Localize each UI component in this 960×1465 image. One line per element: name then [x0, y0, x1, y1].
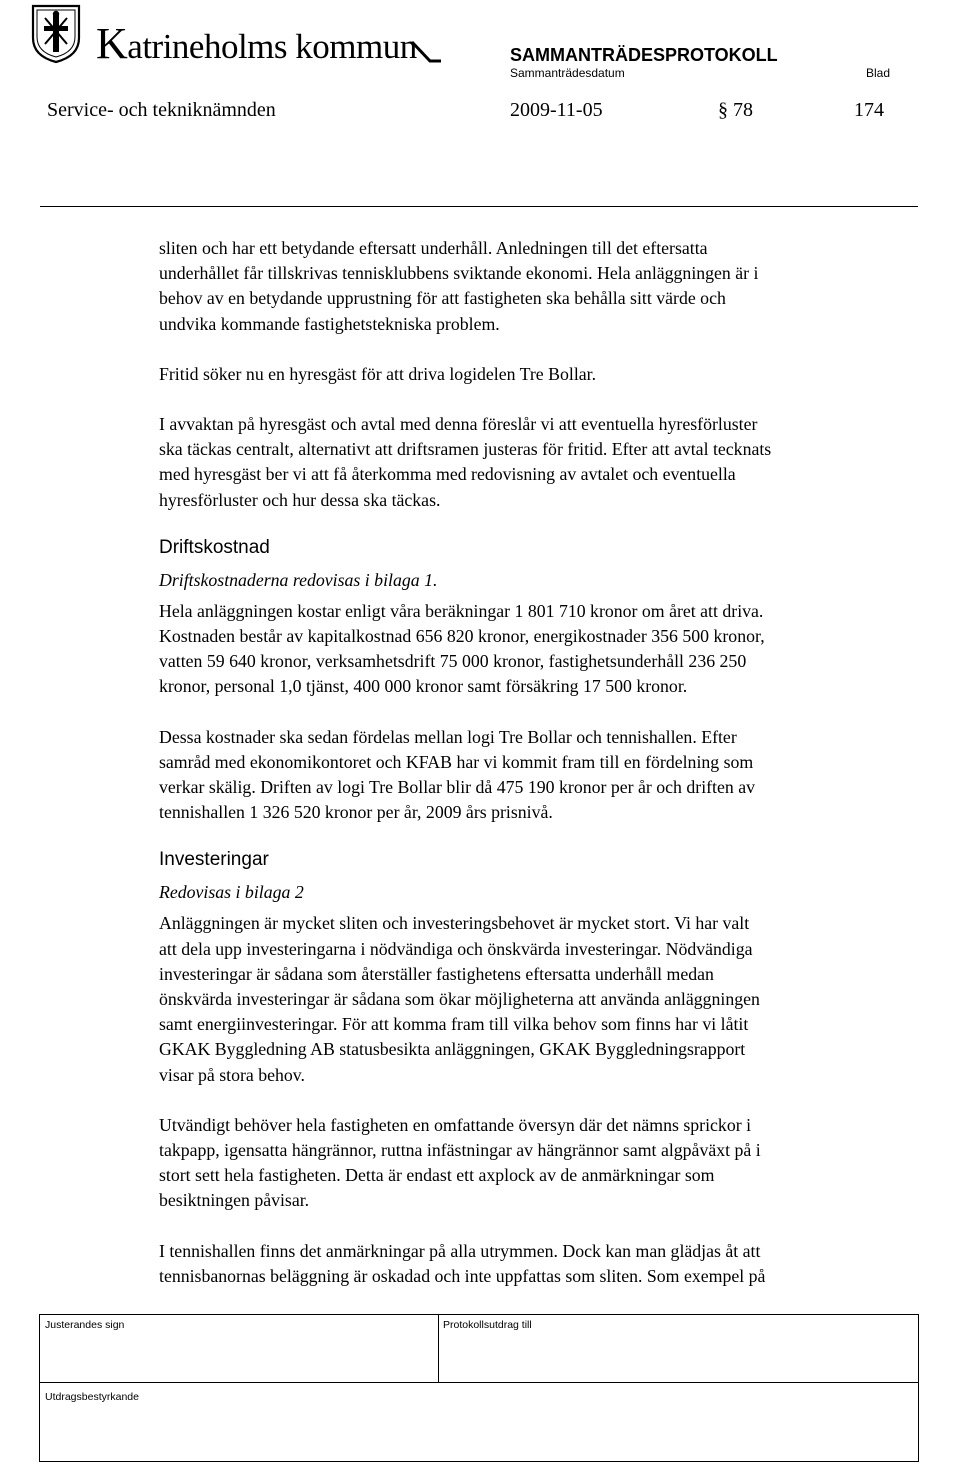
signature-form	[39, 1314, 919, 1462]
text-line: samt energiinvesteringar. För att komma fram till vilka behov som finns har vi låtit	[159, 1014, 749, 1035]
committee-name: Service- och tekniknämnden	[47, 99, 276, 121]
text-line: med hyresgäst ber vi att få återkomma med redovisning av avtalet och eventuella	[159, 464, 736, 485]
text-line: Anläggningen är mycket sliten och investeringsbehovet är mycket stort. Vi har valt	[159, 913, 750, 934]
section-heading: Driftskostnad	[159, 536, 270, 558]
text-line: GKAK Byggledning AB statusbesikta anläggningen, GKAK Byggledningsrapport	[159, 1039, 746, 1060]
text-line: underhållet får tillskrivas tennisklubbens sviktande ekonomi. Hela anläggningen är i	[159, 263, 759, 284]
text-line: visar på stora behov.	[159, 1064, 305, 1085]
text-line: I avvaktan på hyresgäst och avtal med denna föreslår vi att eventuella hyresförluster	[159, 414, 758, 435]
municipality-crest-icon	[30, 2, 82, 64]
section-subheading: Driftskostnaderna redovisas i bilaga 1.	[159, 569, 438, 590]
text-line: hyresförluster och hur dessa ska täckas.	[159, 489, 441, 510]
text-line: investeringar är sådana som återställer fastighetens eftersatta underhåll medan	[159, 963, 714, 984]
paragraph	[159, 362, 919, 387]
text-line: tennisbanornas beläggning är oskadad och inte uppfattas som sliten. Som exempel på	[159, 1265, 766, 1286]
meeting-date-label: Sammanträdesdatum	[510, 66, 625, 80]
meeting-date: 2009-11-05	[510, 99, 603, 121]
text-line: att dela upp investeringarna i nödvändiga och önskvärda investeringar. Nödvändiga	[159, 938, 753, 959]
logo-swoosh-icon	[410, 40, 442, 64]
text-line: Dessa kostnader ska sedan fördelas mellan logi Tre Bollar och tennishallen. Efter	[159, 726, 737, 747]
extract-certification-label: Utdragsbestyrkande	[45, 1391, 139, 1403]
adjuster-signature-label: Justerandes sign	[45, 1319, 125, 1331]
paragraph	[159, 599, 919, 700]
text-line: tennishallen 1 326 520 kronor per år, 2009 års prisnivå.	[159, 802, 553, 823]
header-divider	[40, 206, 918, 207]
paragraph	[159, 725, 919, 826]
text-line: önskvärda investeringar är sådana som ökar möjligheterna att använda anläggningen	[159, 989, 760, 1010]
document-type: SAMMANTRÄDESPROTOKOLL	[510, 45, 778, 65]
form-column-divider	[438, 1314, 439, 1383]
text-line: besiktningen påvisar.	[159, 1190, 310, 1211]
paragraph	[159, 236, 919, 337]
text-line: behov av en betydande upprustning för att fastigheten ska behålla sitt värde och	[159, 288, 726, 309]
section-number: § 78	[718, 99, 753, 121]
section-heading: Investeringar	[159, 849, 269, 871]
municipality-logo-text: Katrineholms kommun	[96, 19, 417, 68]
text-line: I tennishallen finns det anmärkningar på alla utrymmen. Dock kan man glädjas åt att	[159, 1240, 761, 1261]
text-line: kronor, personal 1,0 tjänst, 400 000 kronor samt försäkring 17 500 kronor.	[159, 676, 688, 697]
paragraph	[159, 412, 919, 513]
paragraph	[159, 911, 919, 1087]
section-subheading: Redovisas i bilaga 2	[159, 882, 304, 903]
text-line: undvika kommande fastighetstekniska problem.	[159, 313, 500, 334]
text-line: Hela anläggningen kostar enligt våra beräkningar 1 801 710 kronor om året att driva.	[159, 600, 764, 621]
text-line: Utvändigt behöver hela fastigheten en omfattande översyn där det nämns sprickor i	[159, 1114, 752, 1135]
text-line: Fritid söker nu en hyresgäst för att driva logidelen Tre Bollar.	[159, 363, 597, 384]
text-line: sliten och har ett betydande eftersatt underhåll. Anledningen till det eftersatta	[159, 238, 708, 258]
paragraph	[159, 1113, 919, 1214]
form-divider	[39, 1382, 919, 1383]
text-line: verkar skälig. Driften av logi Tre Bollar blir då 475 190 kronor per år och driften av	[159, 777, 756, 798]
text-line: stort sett hela fastigheten. Detta är endast ett axplock av de anmärkningar som	[159, 1165, 715, 1186]
document-body	[159, 236, 919, 1289]
page-label: Blad	[866, 66, 891, 80]
protocol-extract-label: Protokollsutdrag till	[443, 1319, 532, 1331]
text-line: ska täckas centralt, alternativt att driftsramen justeras för fritid. Efter att avtal tecknats	[159, 439, 772, 460]
text-line: Kostnaden består av kapitalkostnad 656 820 kronor, energikostnader 356 500 kronor,	[159, 626, 765, 647]
text-line: vatten 59 640 kronor, verksamhetsdrift 75 000 kronor, fastighetsunderhåll 236 250	[159, 651, 747, 672]
text-line: samråd med ekonomikontoret och KFAB har vi kommit fram till en fördelning som	[159, 751, 754, 772]
page-number: 174	[854, 99, 884, 121]
text-line: takpapp, igensatta hängrännor, ruttna infästningar av hängrännor samt algpåväxt på i	[159, 1140, 761, 1161]
paragraph	[159, 1239, 919, 1289]
